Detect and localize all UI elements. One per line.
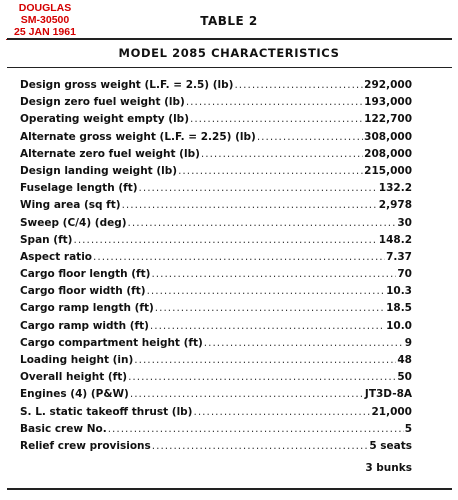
row-label: Cargo floor width (ft)	[20, 285, 146, 298]
row-label: Design zero fuel weight (lb)	[20, 96, 185, 109]
row-value: 7.37	[386, 250, 412, 263]
table-row	[20, 199, 412, 216]
row-value: 21,000	[371, 405, 412, 418]
row-label: Fuselage length (ft)	[20, 182, 138, 195]
table-row	[20, 217, 412, 234]
table-row	[20, 251, 412, 268]
dot-leader	[234, 79, 363, 91]
table-row	[20, 285, 412, 302]
table-row	[20, 79, 412, 96]
dot-leader	[128, 371, 396, 383]
table-row	[20, 268, 412, 285]
row-label: Basic crew No.	[20, 422, 107, 435]
row-value: JT3D-8A	[364, 388, 412, 401]
table-row	[20, 406, 412, 423]
row-value: 48	[397, 354, 412, 366]
row-value: 5	[404, 422, 412, 435]
dot-leader	[204, 337, 404, 349]
row-label: Design gross weight (L.F. = 2.5) (lb)	[20, 79, 234, 91]
table-row	[20, 131, 412, 148]
top-rule	[7, 38, 452, 40]
row-label: Span (ft)	[20, 233, 73, 246]
table-row	[20, 320, 412, 337]
row-value: 215,000	[364, 164, 412, 177]
dot-leader	[155, 302, 385, 314]
row-value: 70	[397, 268, 412, 281]
row-label: Loading height (in)	[20, 354, 134, 366]
row-label: Aspect ratio	[20, 250, 93, 263]
row-label: Cargo ramp width (ft)	[20, 319, 149, 332]
row-label: Alternate zero fuel weight (lb)	[20, 147, 200, 160]
row-value: 10.3	[386, 285, 412, 298]
table-row	[20, 354, 412, 371]
dot-leader	[201, 148, 363, 160]
dot-leader	[190, 113, 363, 125]
dot-leader	[73, 234, 377, 246]
dot-leader	[139, 182, 378, 194]
dot-leader	[186, 96, 363, 108]
row-value: 148.2	[378, 233, 412, 246]
row-value: 50	[397, 371, 412, 384]
table-title: TABLE 2	[200, 14, 258, 28]
row-label: Alternate gross weight (L.F. = 2.25) (lb)	[20, 130, 256, 143]
row-value: 122,700	[364, 113, 412, 126]
dot-leader	[193, 406, 370, 418]
dot-leader	[152, 440, 369, 452]
stamp-company: DOUGLAS	[18, 2, 72, 14]
characteristics-table	[20, 79, 412, 457]
row-value: 292,000	[364, 79, 412, 91]
row-label: Design landing weight (lb)	[20, 164, 178, 177]
row-value: 9	[404, 336, 412, 349]
row-label: Sweep (C/4) (deg)	[20, 216, 127, 229]
row-value: 18.5	[386, 302, 412, 315]
row-value: 5 seats	[369, 439, 412, 452]
dot-leader	[150, 320, 385, 332]
table-row	[20, 182, 412, 199]
dot-leader	[257, 131, 363, 143]
stamp-document-number: SM-30500	[20, 14, 70, 26]
table-row	[20, 388, 412, 405]
row-label: Overall height (ft)	[20, 371, 128, 384]
relief-crew-bunks: 3 bunks	[365, 462, 412, 474]
dot-leader	[178, 165, 363, 177]
row-value: 208,000	[364, 147, 412, 160]
stamp-date: 25 JAN 1961	[14, 26, 76, 38]
dot-leader	[122, 199, 378, 211]
dot-leader	[130, 388, 364, 400]
row-value: 132.2	[378, 182, 412, 195]
bottom-rule	[7, 488, 452, 490]
row-label: Engines (4) (P&W)	[20, 388, 129, 401]
header-rule	[7, 67, 452, 68]
row-label: Operating weight empty (lb)	[20, 113, 189, 126]
row-value: 30	[397, 216, 412, 229]
table-row	[20, 337, 412, 354]
table-row	[20, 113, 412, 130]
dot-leader	[134, 354, 396, 366]
table-row	[20, 302, 412, 319]
row-label: Cargo compartment height (ft)	[20, 336, 203, 349]
row-label: S. L. static takeoff thrust (lb)	[20, 405, 193, 418]
model-title: MODEL 2085 CHARACTERISTICS	[118, 46, 340, 60]
dot-leader	[151, 268, 396, 280]
row-value: 308,000	[364, 130, 412, 143]
dot-leader	[147, 285, 386, 297]
dot-leader	[128, 217, 397, 229]
row-label: Cargo ramp length (ft)	[20, 302, 154, 315]
table-row	[20, 148, 412, 165]
table-row	[20, 423, 412, 440]
table-row	[20, 371, 412, 388]
table-row	[20, 234, 412, 251]
row-value: 193,000	[364, 96, 412, 109]
table-row	[20, 440, 412, 457]
dot-leader	[93, 251, 385, 263]
table-row	[20, 165, 412, 182]
row-label: Relief crew provisions	[20, 439, 151, 452]
row-value: 2,978	[378, 199, 412, 212]
row-value: 10.0	[386, 319, 412, 332]
dot-leader	[108, 423, 404, 435]
row-label: Wing area (sq ft)	[20, 199, 121, 212]
row-label: Cargo floor length (ft)	[20, 268, 151, 281]
table-row	[20, 96, 412, 113]
